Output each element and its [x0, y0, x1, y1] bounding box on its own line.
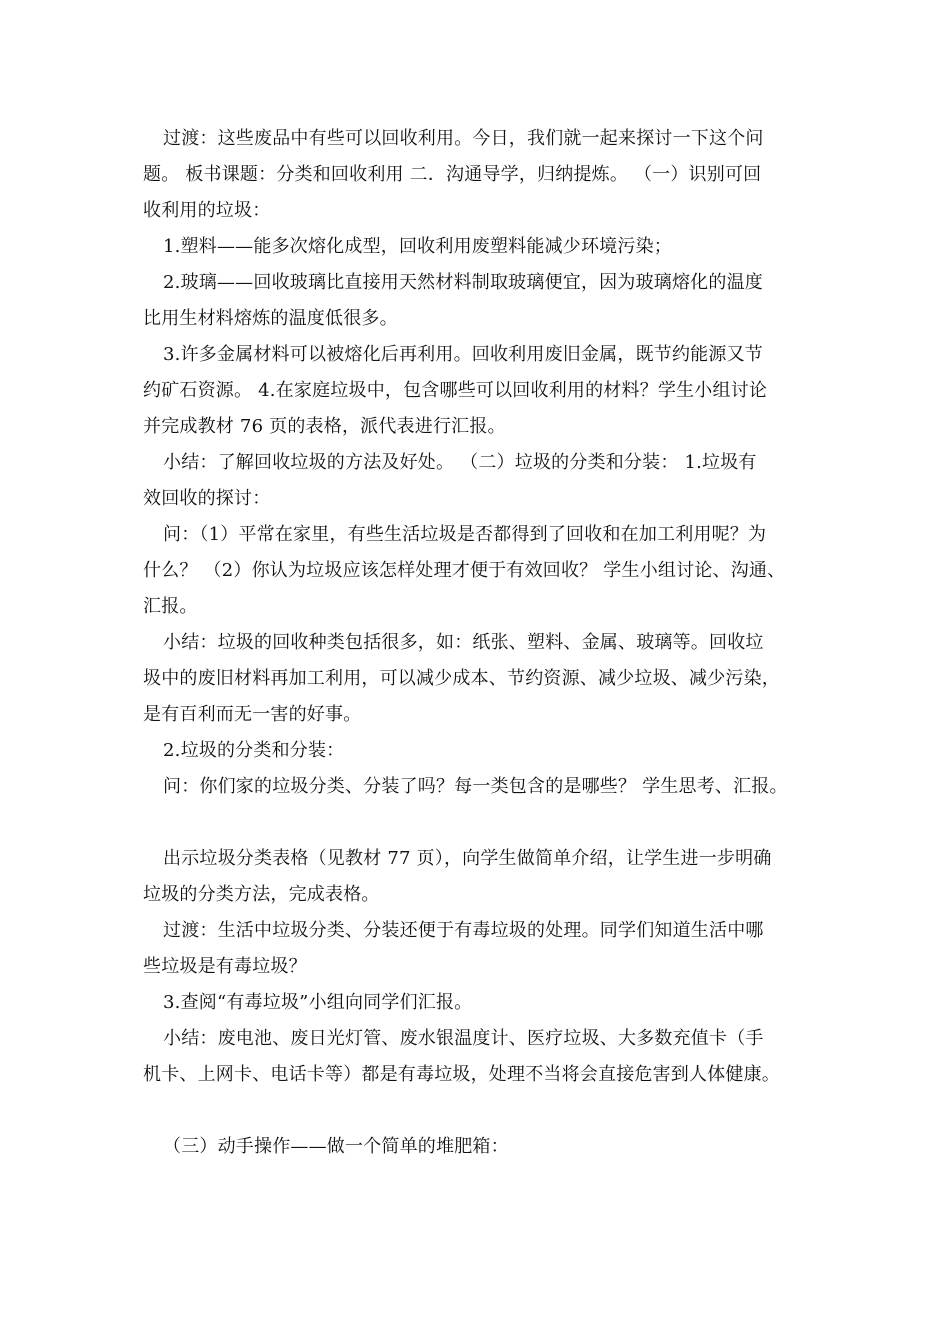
paragraph-line: 过渡：这些废品中有些可以回收利用。今日，我们就一起来探讨一下这个问 [163, 128, 764, 149]
paragraph-line: 是有百利而无一害的好事。 [143, 704, 362, 725]
paragraph-line: 问：你们家的垃圾分类、分装了吗？每一类包含的是哪些？ 学生思考、汇报。 [163, 776, 788, 797]
paragraph-line: 约矿石资源。 4.在家庭垃圾中，包含哪些可以回收利用的材料？学生小组讨论 [143, 380, 768, 401]
paragraph-line: 2.玻璃——回收玻璃比直接用天然材料制取玻璃便宜，因为玻璃熔化的温度 [163, 272, 763, 293]
paragraph-line: 小结：了解回收垃圾的方法及好处。 （二）垃圾的分类和分装： 1.垃圾有 [163, 452, 757, 473]
paragraph-line: 收利用的垃圾： [143, 200, 271, 221]
paragraph-line: 题。 板书课题：分类和回收利用 二．沟通导学，归纳提炼。 （一）识别可回 [143, 164, 762, 185]
paragraph-line: 些垃圾是有毒垃圾？ [143, 956, 307, 977]
paragraph-line: 3.查阅“有毒垃圾”小组向同学们汇报。 [163, 992, 473, 1013]
paragraph-line: 小结：垃圾的回收种类包括很多，如：纸张、塑料、金属、玻璃等。回收垃 [163, 632, 764, 653]
paragraph-line: 并完成教材 76 页的表格，派代表进行汇报。 [143, 416, 506, 437]
paragraph-line: （三）动手操作——做一个简单的堆肥箱： [163, 1136, 509, 1157]
paragraph-line: 2.垃圾的分类和分装： [163, 740, 345, 761]
paragraph-line: 垃圾的分类方法，完成表格。 [143, 884, 380, 905]
paragraph-line: 圾中的废旧材料再加工利用，可以减少成本、节约资源、减少垃圾、减少污染， [143, 668, 780, 689]
paragraph-line: 效回收的探讨： [143, 488, 271, 509]
paragraph-line: 过渡：生活中垃圾分类、分装还便于有毒垃圾的处理。同学们知道生活中哪 [163, 920, 764, 941]
paragraph-line: 什么？ （2）你认为垃圾应该怎样处理才便于有效回收？ 学生小组讨论、沟通、 [143, 560, 786, 581]
paragraph-line: 3.许多金属材料可以被熔化后再利用。回收利用废旧金属，既节约能源又节 [163, 344, 763, 365]
paragraph-line: 比用生材料熔炼的温度低很多。 [143, 308, 398, 329]
paragraph-line: 1.塑料——能多次熔化成型，回收利用废塑料能减少环境污染； [163, 236, 672, 257]
paragraph-line: 机卡、上网卡、电话卡等）都是有毒垃圾，处理不当将会直接危害到人体健康。 [143, 1064, 780, 1085]
paragraph-line: 小结：废电池、废日光灯管、废水银温度计、医疗垃圾、大多数充值卡（手 [163, 1028, 764, 1049]
paragraph-line: 汇报。 [143, 596, 198, 617]
paragraph-line: 问：（1）平常在家里，有些生活垃圾是否都得到了回收和在加工利用呢？为 [163, 524, 767, 545]
paragraph-line: 出示垃圾分类表格（见教材 77 页），向学生做简单介绍，让学生进一步明确 [163, 848, 772, 869]
